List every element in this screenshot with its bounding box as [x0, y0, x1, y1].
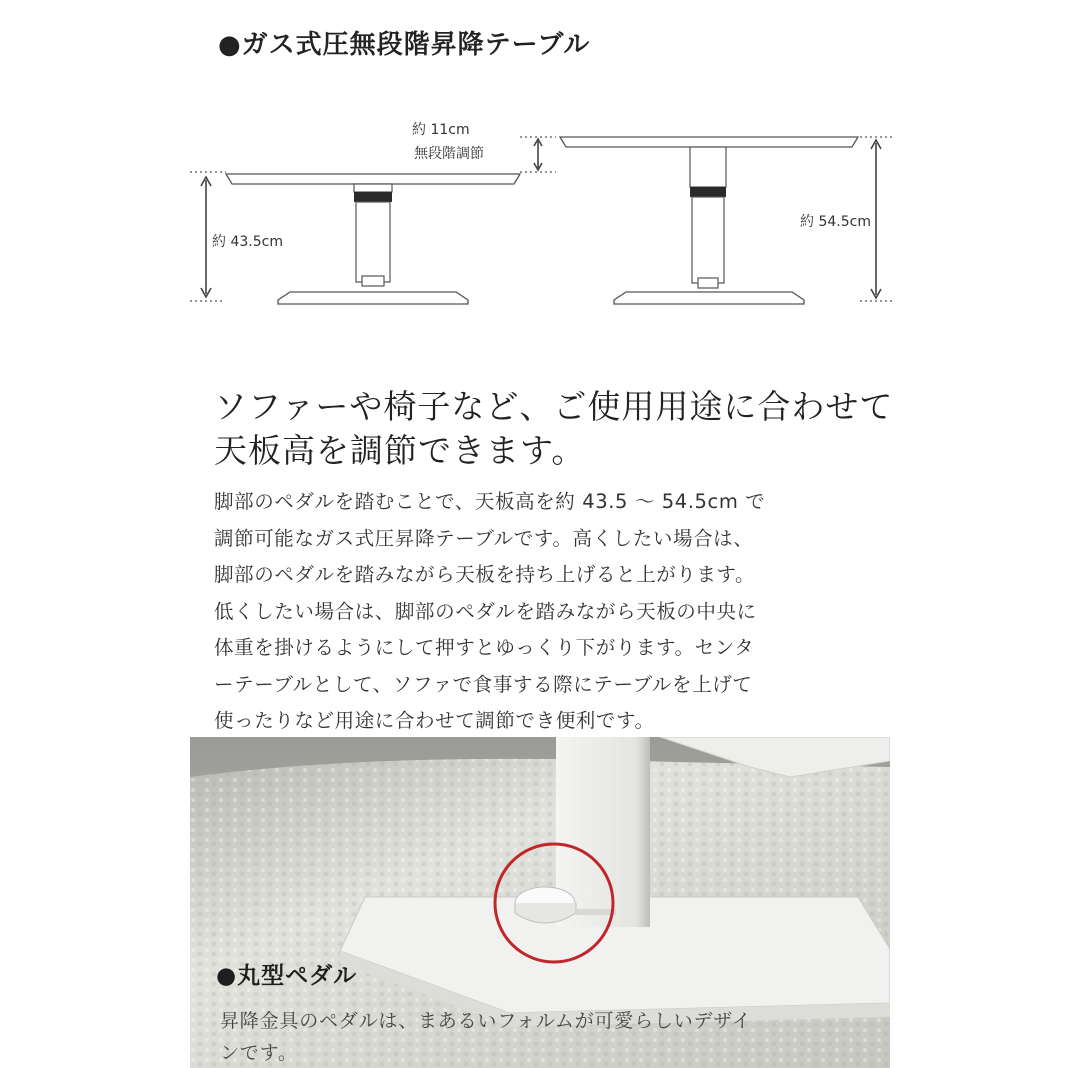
main-heading: [214, 385, 914, 473]
caption-line: 昇降金具のペダルは、まあるいフォルムが可愛らしいデザイ: [220, 1010, 752, 1032]
body-line: 調節可能なガス式圧昇降テーブルです。高くしたい場合は、: [214, 526, 754, 550]
body-line: 使ったりなど用途に合わせて調節でき便利です。: [214, 709, 655, 732]
section-title: ●ガス式圧無段階昇降テーブル: [218, 30, 591, 60]
photo-caption: [190, 737, 890, 1068]
body-line: 脚部のペダルを踏むことで、天板高を約 43.5 〜 54.5cm で: [214, 490, 766, 513]
caption-title: ●丸型ペダル: [216, 963, 358, 989]
dimension-arrows: [201, 139, 881, 298]
description-text: [214, 484, 894, 740]
stepless-adjust-label: 無段階調節: [414, 146, 484, 162]
body-line: 脚部のペダルを踏みながら天板を持ち上げると上がります。: [214, 563, 756, 586]
adjust-range-label: 約 11cm: [412, 122, 470, 138]
heading-line: 天板高を調節できます。: [214, 431, 586, 470]
body-line: 低くしたい場合は、脚部のペダルを踏みながら天板の中央に: [214, 599, 757, 623]
height-diagram: [0, 0, 1080, 340]
heading-line: ソファーや椅子など、ご使用用途に合わせて: [214, 387, 894, 426]
caption-body: [220, 1005, 890, 1068]
high-height-label: 約 54.5cm: [800, 214, 871, 230]
pedal-photo: [190, 737, 890, 1068]
dimension-guides: [190, 137, 892, 301]
caption-line: ンです。: [220, 1042, 298, 1064]
body-line: ーテーブルとして、ソファで食事する際にテーブルを上げて: [214, 672, 753, 696]
low-height-label: 約 43.5cm: [212, 234, 283, 250]
body-line: 体重を掛けるようにして押すとゆっくり下がります。センタ: [214, 636, 755, 659]
